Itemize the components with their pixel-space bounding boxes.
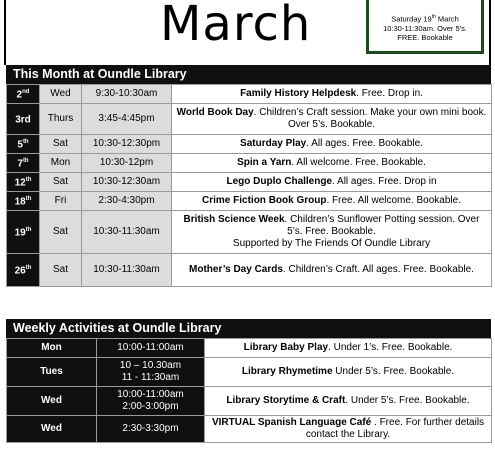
event-date: 19th — [7, 211, 40, 254]
event-time: 10:30-12:30pm — [82, 135, 172, 154]
event-day: Wed — [40, 85, 82, 104]
event-day: Sat — [40, 254, 82, 287]
activity-day: Tues — [7, 358, 97, 387]
table-row — [7, 358, 492, 387]
table-row — [7, 416, 492, 443]
event-description: Mother’s Day Cards. Children’s Craft. All ages. Free. Bookable. — [172, 254, 492, 287]
activity-description: VIRTUAL Spanish Language Café . Free. For further details contact the Library. — [205, 416, 492, 443]
event-time: 9:30-10:30am — [82, 85, 172, 104]
event-time: 2:30-4:30pm — [82, 192, 172, 211]
event-description: Family History Helpdesk. Free. Drop in. — [172, 85, 492, 104]
table-row — [7, 339, 492, 358]
activity-time: 10:00-11:00am 2:00-3:00pm — [97, 387, 205, 416]
table-row — [7, 104, 492, 135]
event-time: 3:45-4:45pm — [82, 104, 172, 135]
event-time: 10:30-11:30am — [82, 254, 172, 287]
frame-right-border — [489, 0, 491, 65]
monthly-events-table — [6, 84, 492, 287]
featured-event-box — [366, 0, 484, 54]
table-row — [7, 154, 492, 173]
activity-description: Library Rhymetime Under 5’s. Free. Bookable. — [205, 358, 492, 387]
event-time: 10:30-12:30am — [82, 173, 172, 192]
activity-description: Library Baby Play. Under 1’s. Free. Bookable. — [205, 339, 492, 358]
featured-event-text — [369, 13, 481, 42]
frame-left-border — [4, 0, 6, 65]
event-description: Lego Duplo Challenge. All ages. Free. Drop in — [172, 173, 492, 192]
event-day: Sat — [40, 211, 82, 254]
activity-time: 10:00-11:00am — [97, 339, 205, 358]
event-date: 18th — [7, 192, 40, 211]
event-date: 3rd — [7, 104, 40, 135]
event-date: 7th — [7, 154, 40, 173]
event-description: Crime Fiction Book Group. Free. All welcome. Bookable. — [172, 192, 492, 211]
activity-day: Wed — [7, 416, 97, 443]
featured-event-time: 10:30-11:30am. Over 5's. — [383, 23, 467, 33]
event-day: Thurs — [40, 104, 82, 135]
table-row — [7, 211, 492, 254]
event-date: 2nd — [7, 85, 40, 104]
activity-description: Library Storytime & Craft. Under 5’s. Free. Bookable. — [205, 387, 492, 416]
event-day: Sat — [40, 173, 82, 192]
event-day: Mon — [40, 154, 82, 173]
table-row — [7, 254, 492, 287]
event-day: Sat — [40, 135, 82, 154]
weekly-section-title: Weekly Activities at Oundle Library — [6, 319, 491, 338]
table-row — [7, 135, 492, 154]
event-date: 5th — [7, 135, 40, 154]
featured-event-date: Saturday 19th March — [391, 14, 459, 24]
activity-time: 10 – 10.30am 11 - 11:30am — [97, 358, 205, 387]
header — [0, 0, 495, 65]
featured-event-info: FREE. Bookable — [397, 32, 453, 42]
activity-day: Wed — [7, 387, 97, 416]
event-day: Fri — [40, 192, 82, 211]
event-description: British Science Week. Children’s Sunflower Potting session. Over 5’s. Free. Bookable. Supported by The Friends Of Oundle Library — [172, 211, 492, 254]
event-date: 26th — [7, 254, 40, 287]
event-time: 10:30-12pm — [82, 154, 172, 173]
table-row — [7, 173, 492, 192]
table-row — [7, 85, 492, 104]
activity-time: 2:30-3:30pm — [97, 416, 205, 443]
event-description: Spin a Yarn. All welcome. Free. Bookable. — [172, 154, 492, 173]
table-row — [7, 192, 492, 211]
event-date: 12th — [7, 173, 40, 192]
event-description: World Book Day. Children’s Craft session. Make your own mini book. Over 5’s. Bookable. — [172, 104, 492, 135]
event-description: Saturday Play. All ages. Free. Bookable. — [172, 135, 492, 154]
table-row — [7, 387, 492, 416]
event-time: 10:30-11:30am — [82, 211, 172, 254]
activity-day: Mon — [7, 339, 97, 358]
weekly-activities-table — [6, 338, 492, 443]
page-title: March — [160, 0, 312, 52]
monthly-section-title: This Month at Oundle Library — [6, 65, 491, 84]
